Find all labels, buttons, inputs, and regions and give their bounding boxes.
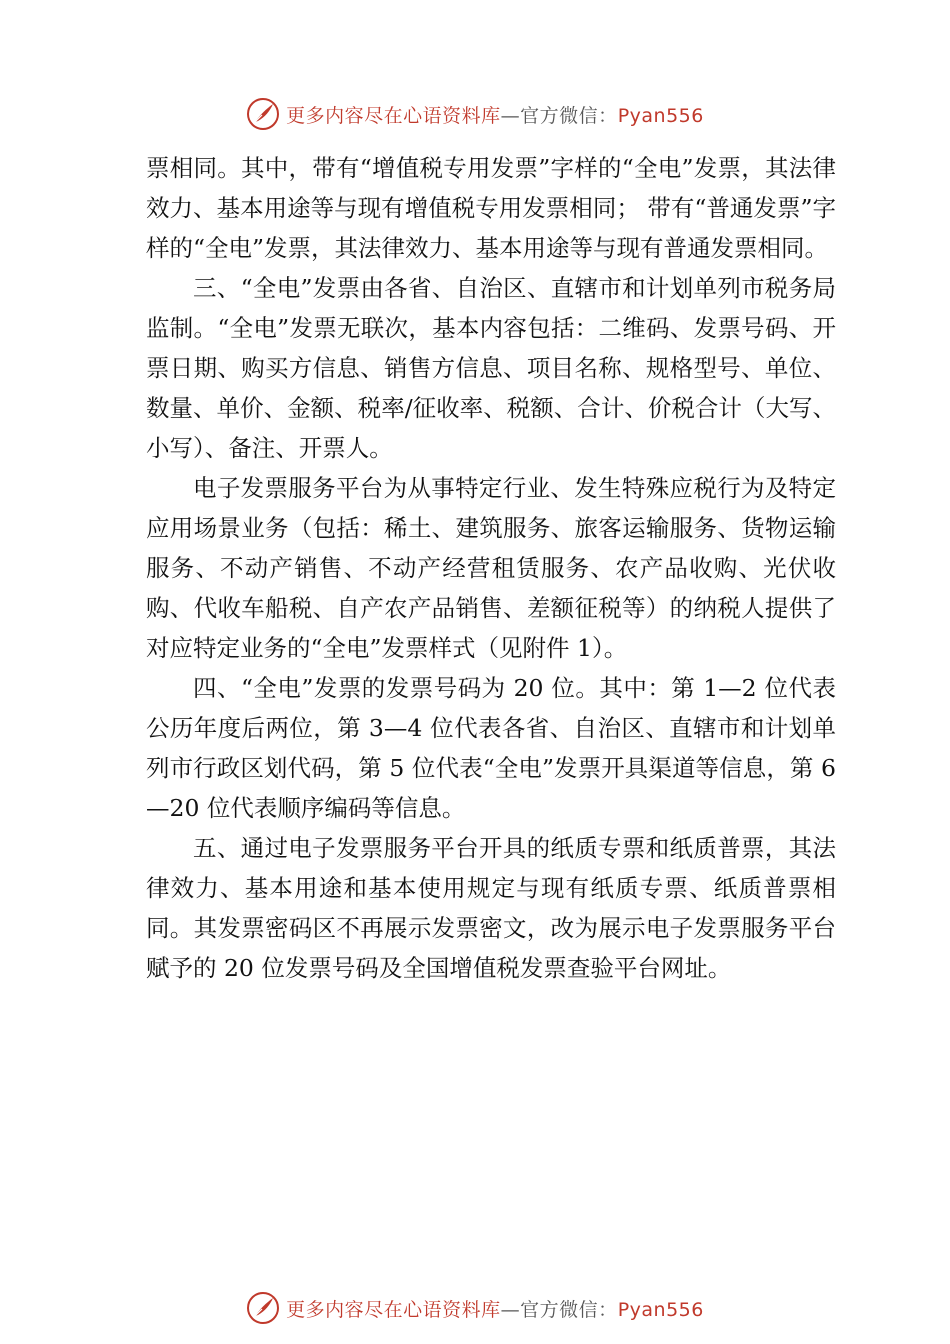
paragraph-4: 四、“全电”发票的发票号码为 20 位。其中：第 1—2 位代表公历年度后两位，第 3—4 位代表各省、自治区、直辖市和计划单列市行政区划代码，第 5 位代表“全电”发票开具渠道等信息，第 6—20 位代表顺序编码等信息。 xyxy=(146,674,836,822)
footer-watermark xyxy=(0,1290,950,1326)
paragraph-1: 票相同。其中，带有“增值税专用发票”字样的“全电”发票，其法律效力、基本用途等与现有增值税专用发票相同； 带有“普通发票”字样的“全电”发票，其法律效力、基本用途等与现有普通发票相同。 xyxy=(146,154,836,262)
paragraph-3: 电子发票服务平台为从事特定行业、发生特殊应税行为及特定应用场景业务（包括：稀土、建筑服务、旅客运输服务、货物运输服务、不动产销售、不动产经营租赁服务、农产品收购、光伏收购、代收车船税、自产农产品销售、差额征税等）的纳税人提供了对应特定业务的“全电”发票样式（见附件 1）。 xyxy=(146,474,836,662)
watermark-official-label: 官方微信： xyxy=(520,104,618,127)
watermark-official-label: 官方微信： xyxy=(520,1298,618,1321)
watermark-site: 更多内容尽在心语资料库 xyxy=(286,104,501,127)
paragraph-5: 五、通过电子发票服务平台开具的纸质专票和纸质普票，其法律效力、基本用途和基本使用规定与现有纸质专票、纸质普票相同。其发票密码区不再展示发票密文，改为展示电子发票服务平台赋予的 20 位发票号码及全国增值税发票查验平台网址。 xyxy=(146,834,836,982)
paragraph-2: 三、“全电”发票由各省、自治区、直辖市和计划单列市税务局监制。“全电”发票无联次，基本内容包括：二维码、发票号码、开票日期、购买方信息、销售方信息、项目名称、规格型号、单位、数量、单价、金额、税率/征收率、税额、合计、价税合计（大写、小写）、备注、开票人。 xyxy=(146,274,836,462)
quill-pen-logo-icon xyxy=(246,97,280,131)
watermark-site: 更多内容尽在心语资料库 xyxy=(286,1298,501,1321)
watermark-text xyxy=(286,1295,704,1322)
watermark-handle: Pyan556 xyxy=(617,1298,704,1321)
header-watermark xyxy=(0,96,950,132)
watermark-separator: — xyxy=(500,1298,521,1321)
watermark-separator: — xyxy=(500,104,521,127)
watermark-handle: Pyan556 xyxy=(617,104,704,127)
quill-pen-logo-icon xyxy=(246,1291,280,1325)
document-body xyxy=(146,148,836,988)
watermark-text xyxy=(286,101,704,128)
